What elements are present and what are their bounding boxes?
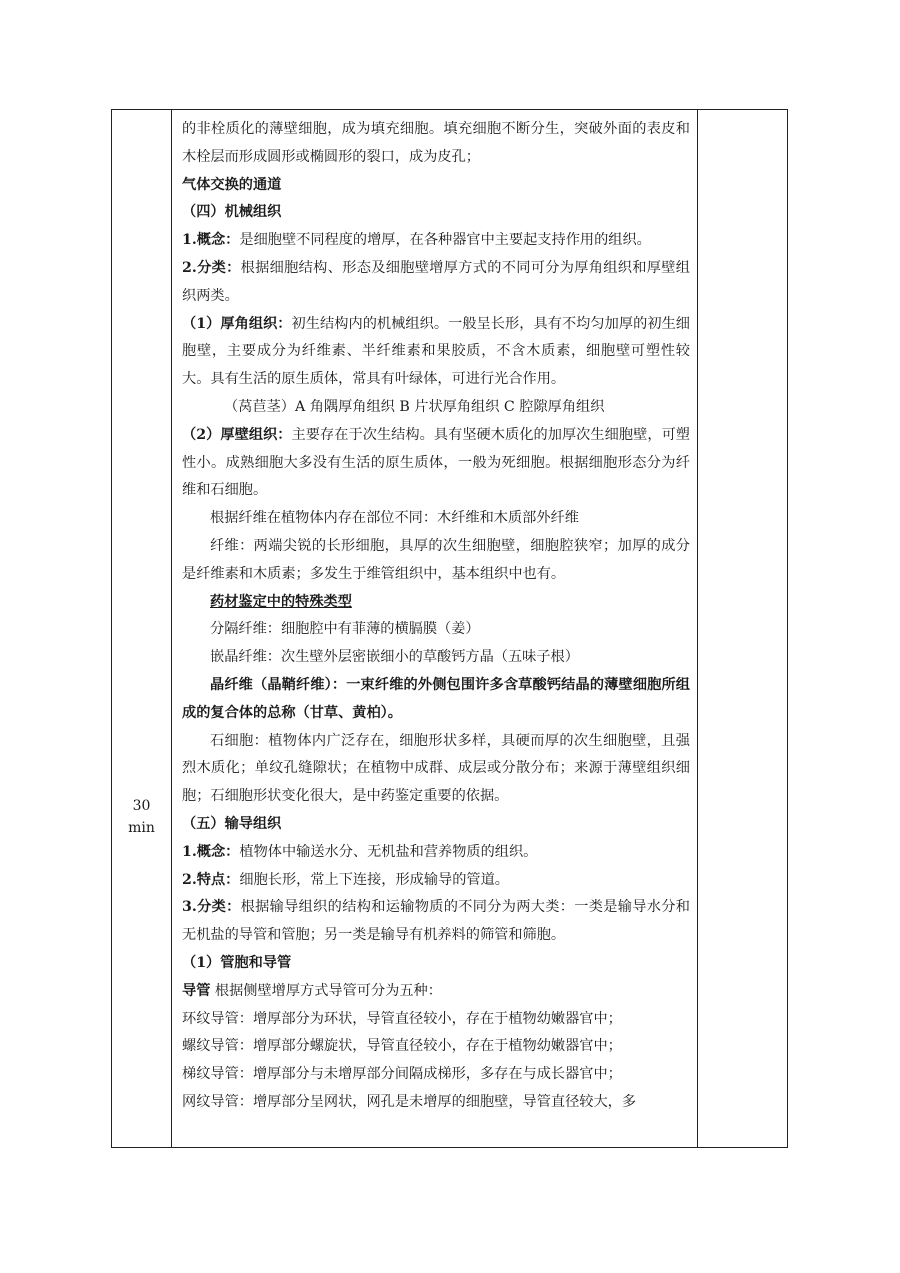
term-text: 初生结构内的机械组织。一般呈长形，具有不均匀加厚的初生细胞壁，主要成分为纤维素、半纤维素和果胶质，不含木质素，细胞壁可塑性较大。具有生活的原生质体，常具有叶绿体，可进行光合作用。	[182, 315, 690, 388]
term-label: 1.概念：	[182, 843, 240, 860]
term-label: 2.特点：	[182, 871, 240, 888]
paragraph: （莴苣茎）A 角隅厚角组织 B 片状厚角组织 C 腔隙厚角组织	[224, 398, 605, 415]
paragraph	[182, 255, 690, 311]
term-text: 植物体中输送水分、无机盐和营养物质的组织。	[239, 843, 538, 860]
paragraph	[182, 311, 690, 394]
term-text: 根据侧壁增厚方式导管可分为五种：	[210, 982, 442, 999]
term-text: 根据细胞结构、形态及细胞壁增厚方式的不同可分为厚角组织和厚壁组织两类。	[182, 259, 690, 304]
term-text: 是细胞壁不同程度的增厚，在各种器官中主要起支持作用的组织。	[239, 232, 651, 249]
column-divider-left	[171, 110, 172, 1147]
paragraph	[182, 589, 690, 617]
paragraph: 分隔纤维：细胞腔中有菲薄的横膈膜（姜）	[210, 621, 480, 638]
term-text: 根据输导组织的结构和运输物质的不同分为两大类：一类是输导水分和无机盐的导管和管胞；另一类是输导有机养料的筛管和筛胞。	[182, 899, 690, 944]
term-label: （2）厚壁组织：	[182, 426, 292, 443]
underlined-heading: 药材鉴定中的特殊类型	[210, 593, 352, 610]
term-label: 3.分类：	[182, 899, 241, 916]
paragraph	[182, 894, 690, 950]
paragraph	[182, 422, 690, 505]
bold-paragraph: 晶纤维（晶鞘纤维）：一束纤维的外侧包围许多含草酸钙结晶的薄壁细胞所组成的复合体的总称（甘草、黄柏）。	[182, 676, 690, 721]
term-text: 细胞长形，常上下连接，形成输导的管道。	[239, 871, 509, 888]
term-label: 2.分类：	[182, 259, 241, 276]
content-cell	[182, 116, 690, 1117]
column-divider-right	[697, 110, 698, 1147]
paragraph	[182, 867, 690, 895]
lesson-plan-table	[111, 109, 788, 1148]
paragraph: 根据纤维在植物体内存在部位不同：木纤维和木质部外纤维	[210, 510, 579, 527]
paragraph	[182, 227, 690, 255]
term-label: 1.概念：	[182, 232, 240, 249]
list-item: 梯纹导管：增厚部分与未增厚部分间隔成梯形，多存在与成长器官中；	[182, 1066, 622, 1083]
paragraph: 纤维：两端尖锐的长形细胞，具厚的次生细胞壁，细胞腔狭窄；加厚的成分是纤维素和木质素；多发生于维管组织中，基本组织中也有。	[182, 537, 690, 582]
paragraph	[182, 839, 690, 867]
paragraph: 石细胞：植物体内广泛存在，细胞形状多样，具硬而厚的次生细胞壁，且强烈木质化；单纹孔缝隙状；在植物中成群、成层或分散分布；来源于薄壁组织细胞；石细胞形状变化很大，是中药鉴定重要的依据。	[182, 732, 690, 805]
time-value: 30	[132, 798, 151, 814]
section-heading: （四）机械组织	[182, 204, 282, 221]
term-text: 主要存在于次生结构。具有坚硬木质化的加厚次生细胞壁，可塑性小。成熟细胞大多没有生活的原生质体，一般为死细胞。根据细胞形态分为纤维和石细胞。	[182, 426, 690, 499]
bold-note: 气体交换的通道	[182, 176, 282, 193]
paragraph: 嵌晶纤维：次生壁外层密嵌细小的草酸钙方晶（五味子根）	[210, 649, 579, 666]
subsection-heading: （1）管胞和导管	[182, 954, 292, 971]
paragraph: 的非栓质化的薄壁细胞，成为填充细胞。填充细胞不断分生，突破外面的表皮和木栓层而形成圆形或椭圆形的裂口，成为皮孔；	[182, 121, 690, 165]
term-label: 导管	[182, 982, 211, 999]
list-item: 环纹导管：增厚部分为环状，导管直径较小，存在于植物幼嫩器官中；	[182, 1010, 622, 1027]
section-heading: （五）输导组织	[182, 815, 282, 832]
term-label: （1）厚角组织：	[182, 315, 292, 332]
list-item: 网纹导管：增厚部分呈网状，网孔是未增厚的细胞壁，导管直径较大，多	[182, 1093, 637, 1110]
time-unit: min	[128, 820, 155, 836]
time-cell	[112, 795, 171, 839]
paragraph	[182, 978, 690, 1006]
list-item: 螺纹导管：增厚部分螺旋状，导管直径较小，存在于植物幼嫩器官中；	[182, 1038, 622, 1055]
